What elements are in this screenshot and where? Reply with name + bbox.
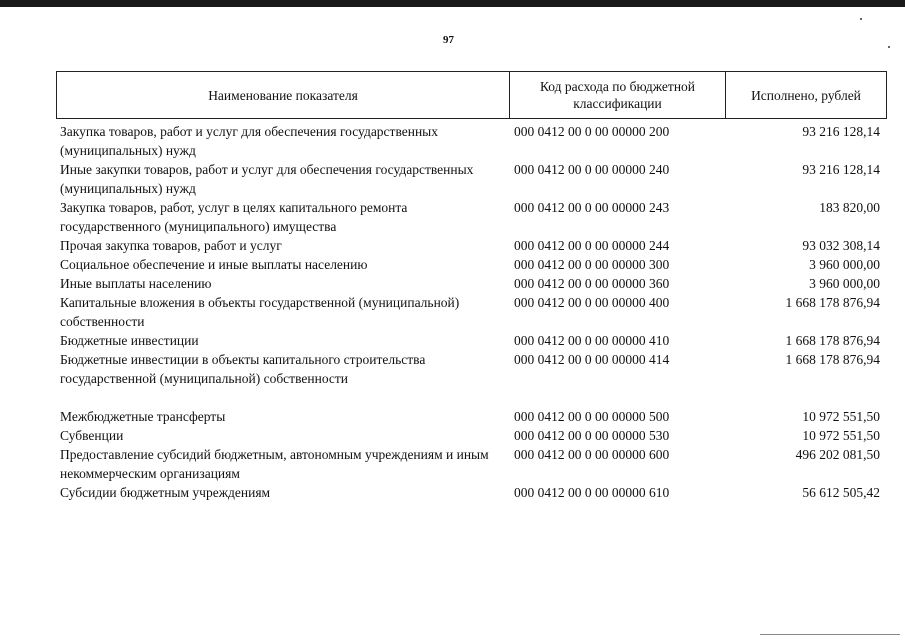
table-row xyxy=(60,426,880,445)
row-name: Субсидии бюджетным учреждениям xyxy=(60,485,271,500)
row-code: 000 0412 00 0 00 00000 300 xyxy=(514,257,670,272)
row-name: Закупка товаров, работ, услуг в целях капитального ремонта государственного (муниципального) имущества xyxy=(60,200,408,234)
row-sum: 1 668 178 876,94 xyxy=(785,352,880,367)
table-row xyxy=(60,331,880,350)
row-name: Капитальные вложения в объекты государственной (муниципальной) собственности xyxy=(60,295,460,329)
table-body xyxy=(60,122,880,502)
row-sum: 496 202 081,50 xyxy=(795,447,880,462)
row-sum: 10 972 551,50 xyxy=(802,409,880,424)
row-name: Межбюджетные трансферты xyxy=(60,409,226,424)
row-name: Бюджетные инвестиции в объекты капитального строительства государственной (муниципальной) собственности xyxy=(60,352,426,386)
table-row xyxy=(60,122,880,160)
row-name: Прочая закупка товаров, работ и услуг xyxy=(60,238,282,253)
table-row xyxy=(60,160,880,198)
row-code: 000 0412 00 0 00 00000 610 xyxy=(514,485,670,500)
row-name: Социальное обеспечение и иные выплаты населению xyxy=(60,257,368,272)
table-row xyxy=(60,445,880,483)
scan-top-border xyxy=(0,0,905,7)
row-code: 000 0412 00 0 00 00000 244 xyxy=(514,238,670,253)
scan-speck xyxy=(888,46,890,48)
row-code: 000 0412 00 0 00 00000 410 xyxy=(514,333,670,348)
row-name: Бюджетные инвестиции xyxy=(60,333,199,348)
row-code: 000 0412 00 0 00 00000 500 xyxy=(514,409,670,424)
row-sum: 1 668 178 876,94 xyxy=(785,295,880,310)
row-sum: 93 216 128,14 xyxy=(802,162,880,177)
row-name: Иные закупки товаров, работ и услуг для обеспечения государственных (муниципальных) нужд xyxy=(60,162,474,196)
scan-speck xyxy=(860,18,862,20)
header-name: Наименование показателя xyxy=(208,87,358,103)
table-row xyxy=(60,483,880,502)
table-row xyxy=(60,274,880,293)
row-code: 000 0412 00 0 00 00000 200 xyxy=(514,124,670,139)
row-name: Закупка товаров, работ и услуг для обеспечения государственных (муниципальных) нужд xyxy=(60,124,439,158)
row-code: 000 0412 00 0 00 00000 400 xyxy=(514,295,670,310)
row-sum: 3 960 000,00 xyxy=(809,276,880,291)
row-sum: 3 960 000,00 xyxy=(809,257,880,272)
page-number: 97 xyxy=(443,34,454,46)
row-name: Субвенции xyxy=(60,428,124,443)
row-code: 000 0412 00 0 00 00000 360 xyxy=(514,276,670,291)
row-code: 000 0412 00 0 00 00000 600 xyxy=(514,447,670,462)
row-sum: 1 668 178 876,94 xyxy=(785,333,880,348)
row-sum: 183 820,00 xyxy=(819,200,880,215)
row-name: Предоставление субсидий бюджетным, автономным учреждениям и иным некоммерческим организациям xyxy=(60,447,489,481)
row-code: 000 0412 00 0 00 00000 243 xyxy=(514,200,670,215)
table-row xyxy=(60,255,880,274)
table-row xyxy=(60,350,880,388)
row-sum: 93 032 308,14 xyxy=(802,238,880,253)
table-row xyxy=(60,198,880,236)
header-code: Код расхода по бюджетной классификации xyxy=(509,72,725,118)
table-row xyxy=(60,236,880,255)
row-sum: 10 972 551,50 xyxy=(802,428,880,443)
table-row xyxy=(60,407,880,426)
scan-bottom-mark xyxy=(760,634,900,637)
row-code: 000 0412 00 0 00 00000 530 xyxy=(514,428,670,443)
row-code: 000 0412 00 0 00 00000 414 xyxy=(514,352,670,367)
row-sum: 56 612 505,42 xyxy=(802,485,880,500)
table-header xyxy=(56,71,887,119)
header-sum: Исполнено, рублей xyxy=(725,72,886,118)
row-sum: 93 216 128,14 xyxy=(802,124,880,139)
table-row xyxy=(60,293,880,331)
row-code: 000 0412 00 0 00 00000 240 xyxy=(514,162,670,177)
row-name: Иные выплаты населению xyxy=(60,276,212,291)
